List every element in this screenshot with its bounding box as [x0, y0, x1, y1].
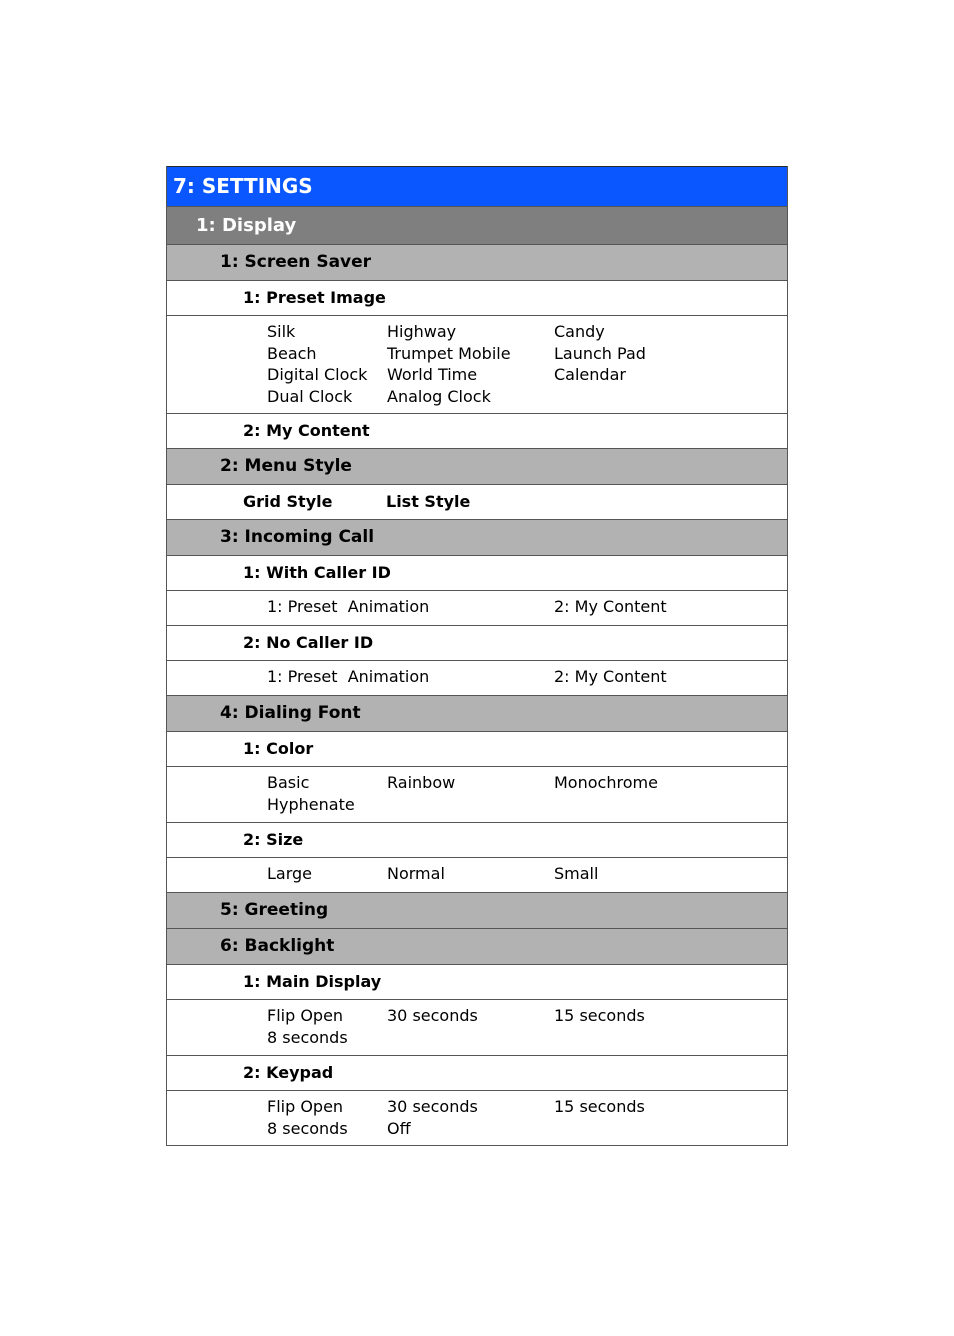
- option-item: 2: My Content: [554, 597, 667, 616]
- option-item: Analog Clock: [387, 386, 491, 406]
- section-no-caller-id: [167, 625, 787, 660]
- settings-title: 7: SETTINGS: [173, 174, 313, 198]
- display-title: 1: Display: [196, 215, 297, 236]
- option-item: List Style: [386, 492, 471, 511]
- option-item: Normal: [387, 864, 445, 883]
- option-column-2: [387, 321, 511, 407]
- option-column-1: [267, 1096, 348, 1139]
- option-item: Monochrome: [554, 773, 658, 792]
- option-column-3: [554, 596, 667, 618]
- main-display-title: 1: Main Display: [243, 972, 382, 991]
- option-item: 8 seconds: [267, 1027, 348, 1047]
- section-display: [167, 206, 787, 244]
- no-caller-id-options: [167, 660, 787, 695]
- screen-saver-title: 1: Screen Saver: [220, 252, 372, 272]
- option-column-3: [554, 772, 658, 794]
- keypad-title: 2: Keypad: [243, 1063, 334, 1082]
- size-options: [167, 857, 787, 892]
- section-main-display: [167, 964, 787, 999]
- option-column-1: [267, 321, 367, 407]
- preset-image-title: 1: Preset Image: [243, 288, 386, 307]
- section-dialing-font: [167, 695, 787, 731]
- section-backlight: [167, 928, 787, 964]
- option-item: Flip Open: [267, 1097, 344, 1116]
- option-column-1: [267, 772, 355, 815]
- option-item: Dual Clock: [267, 386, 353, 406]
- my-content-title: 2: My Content: [243, 421, 370, 440]
- option-column-3: [554, 1005, 645, 1027]
- option-item: 30 seconds: [387, 1097, 478, 1116]
- main-display-options: [167, 999, 787, 1055]
- section-menu-style: [167, 448, 787, 484]
- preset-image-options: [167, 315, 787, 413]
- option-column-1: [243, 492, 332, 512]
- option-column-2: [387, 1005, 478, 1027]
- section-with-caller-id: [167, 555, 787, 590]
- option-column-2: [387, 772, 455, 794]
- section-settings: [167, 166, 787, 206]
- option-item: Calendar: [554, 365, 626, 384]
- option-item: Candy: [554, 322, 605, 341]
- menu-style-options: [167, 484, 787, 519]
- color-options: [167, 766, 787, 822]
- dialing-font-title: 4: Dialing Font: [220, 703, 361, 723]
- option-item: Large: [267, 864, 313, 883]
- option-item: Hyphenate: [267, 794, 355, 814]
- option-column-3: [554, 321, 646, 386]
- option-column-1: [267, 666, 429, 688]
- section-greeting: [167, 892, 787, 928]
- option-item: Launch Pad: [554, 343, 646, 363]
- option-item: 30 seconds: [387, 1006, 478, 1025]
- option-item: Off: [387, 1118, 411, 1138]
- option-column-2: [387, 1096, 478, 1139]
- option-item: 8 seconds: [267, 1118, 348, 1138]
- incoming-call-title: 3: Incoming Call: [220, 527, 375, 547]
- section-preset-image: [167, 280, 787, 315]
- section-my-content: [167, 413, 787, 448]
- option-item: Highway: [387, 322, 457, 341]
- option-item: 1: Preset Animation: [267, 597, 430, 616]
- option-item: Beach: [267, 343, 317, 363]
- option-item: Rainbow: [387, 773, 456, 792]
- option-column-1: [267, 596, 429, 618]
- option-item: Digital Clock: [267, 365, 368, 384]
- option-column-1: [267, 863, 312, 885]
- option-column-1: [267, 1005, 348, 1048]
- size-title: 2: Size: [243, 830, 304, 849]
- option-item: Grid Style: [243, 492, 333, 511]
- option-item: 1: Preset Animation: [267, 667, 430, 686]
- with-caller-id-options: [167, 590, 787, 625]
- section-screen-saver: [167, 244, 787, 280]
- option-column-3: [554, 666, 667, 688]
- section-incoming-call: [167, 519, 787, 555]
- color-title: 1: Color: [243, 739, 314, 758]
- section-keypad: [167, 1055, 787, 1090]
- option-column-2: [387, 863, 445, 885]
- option-item: Trumpet Mobile: [387, 343, 511, 363]
- no-caller-id-title: 2: No Caller ID: [243, 633, 374, 652]
- section-size: [167, 822, 787, 857]
- option-item: World Time: [387, 365, 478, 384]
- option-item: Flip Open: [267, 1006, 344, 1025]
- option-item: Basic: [267, 773, 310, 792]
- option-column-2: [386, 492, 470, 512]
- option-item: 15 seconds: [554, 1006, 645, 1025]
- section-color: [167, 731, 787, 766]
- option-item: 15 seconds: [554, 1097, 645, 1116]
- option-item: 2: My Content: [554, 667, 667, 686]
- option-column-3: [554, 863, 598, 885]
- settings-menu-table: [166, 166, 788, 1146]
- with-caller-id-title: 1: With Caller ID: [243, 563, 391, 582]
- greeting-title: 5: Greeting: [220, 900, 329, 920]
- option-item: Silk: [267, 322, 296, 341]
- option-item: Small: [554, 864, 599, 883]
- keypad-options: [167, 1090, 787, 1145]
- option-column-3: [554, 1096, 645, 1118]
- backlight-title: 6: Backlight: [220, 936, 335, 956]
- menu-style-title: 2: Menu Style: [220, 456, 352, 476]
